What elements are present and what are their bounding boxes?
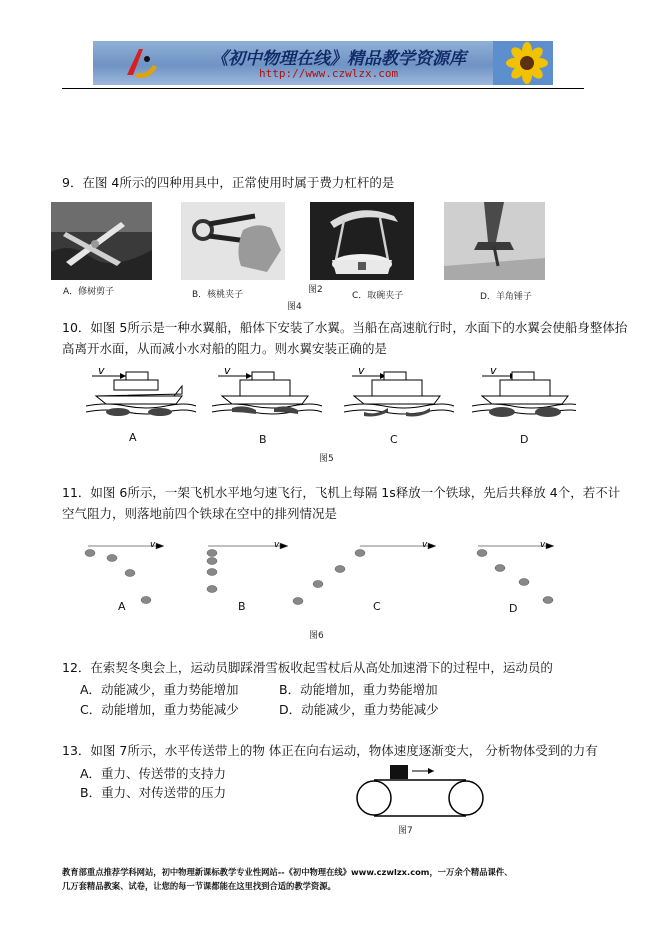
q9-fig2-label: 图2: [308, 285, 323, 295]
svg-text:v: v: [540, 540, 546, 550]
q10-option-a[interactable]: A: [129, 431, 137, 444]
header-url[interactable]: http://www.czwlzx.com: [259, 67, 399, 80]
header-rule: [62, 88, 584, 89]
figure-4-label: 图4: [287, 302, 302, 312]
boat-d: [472, 364, 576, 417]
q10-option-c[interactable]: C: [390, 433, 398, 446]
q12-option-b[interactable]: B．动能增加，重力势能增加: [279, 682, 438, 697]
q10-option-d[interactable]: D: [520, 433, 529, 446]
header-banner: [93, 41, 553, 85]
q9-option-c[interactable]: C．取碗夹子: [352, 291, 404, 301]
q12-option-a[interactable]: A．动能减少，重力势能增加: [80, 682, 239, 697]
q10-option-b[interactable]: B: [259, 433, 267, 446]
q11-option-b[interactable]: B: [238, 600, 246, 613]
question-9-text: 9．在图 4所示的四种用具中，正常使用时属于费力杠杆的是: [62, 175, 395, 190]
footer-line-1: 教育部重点推荐学科网站，初中物理新课标教学专业性网站--《初中物理在线》www.czwlzx.com，一万余个精品课件、: [62, 867, 513, 877]
question-13-text: 13．如图 7所示，水平传送带上的物 体正在向右运动，物体速度逐渐变大， 分析物体受到的力有: [62, 743, 598, 758]
q9-option-a[interactable]: A．修树剪子: [63, 287, 115, 297]
question-10-line-2: 高离开水面，从而减小水对船的阻力。则水翼安装正确的是: [62, 341, 388, 356]
photo-tree-shears: [51, 202, 152, 280]
svg-text:v: v: [224, 364, 231, 377]
q9-option-d[interactable]: D．羊角锤子: [480, 292, 532, 302]
logo-icon: [119, 41, 163, 85]
q12-option-c[interactable]: C．动能增加，重力势能减少: [80, 702, 239, 717]
q12-option-d[interactable]: D．动能减少，重力势能减少: [279, 702, 439, 717]
figure-6-label: 图6: [309, 631, 324, 641]
svg-text:v: v: [422, 540, 428, 550]
question-12-text: 12．在索契冬奥会上，运动员脚踩滑雪板收起雪杖后从高处加速滑下的过程中，运动员的: [62, 660, 553, 675]
question-11-line-1: 11．如图 6所示，一架飞机水平地匀速飞行，飞机上每隔 1s释放一个铁球，先后共释放 4个，若不计: [62, 485, 621, 500]
svg-text:v: v: [150, 540, 156, 550]
svg-text:v: v: [358, 364, 365, 377]
sunflower-icon: [493, 41, 553, 85]
boat-c: [344, 364, 454, 417]
q13-option-b[interactable]: B．重力、对传送带的压力: [80, 785, 227, 800]
question-11-line-2: 空气阻力，则落地前四个铁球在空中的排列情况是: [62, 506, 338, 521]
photo-claw-hammer: [444, 202, 545, 280]
figure-6-iron-balls: [84, 535, 564, 615]
question-10-line-1: 10．如图 5所示是一种水翼船，船体下安装了水翼。当船在高速航行时，水面下的水翼会使船身整体抬: [62, 320, 628, 335]
q11-option-c[interactable]: C: [373, 600, 381, 613]
figure-5-hydrofoils: [86, 362, 576, 422]
footer-line-2: 几万套精品教案、试卷，让您的每一节课都能在这里找到合适的教学资源。: [62, 881, 336, 891]
figure-7-label: 图7: [398, 826, 413, 836]
q11-option-a[interactable]: A: [118, 600, 126, 613]
boat-b: [212, 364, 322, 414]
figure-7-conveyor-belt: [350, 762, 490, 822]
svg-text:v: v: [490, 364, 497, 377]
boat-a: [86, 364, 196, 416]
q13-option-a[interactable]: A．重力、传送带的支持力: [80, 766, 227, 781]
photo-nutcracker: [181, 202, 285, 280]
header-title: 《初中物理在线》精品教学资源库: [211, 49, 466, 69]
svg-text:v: v: [274, 540, 280, 550]
q9-option-b[interactable]: B．核桃夹子: [192, 290, 244, 300]
photo-bowl-tongs: [310, 202, 414, 280]
q11-option-d[interactable]: D: [509, 602, 518, 615]
svg-text:v: v: [98, 364, 105, 377]
figure-5-label: 图5: [319, 454, 334, 464]
